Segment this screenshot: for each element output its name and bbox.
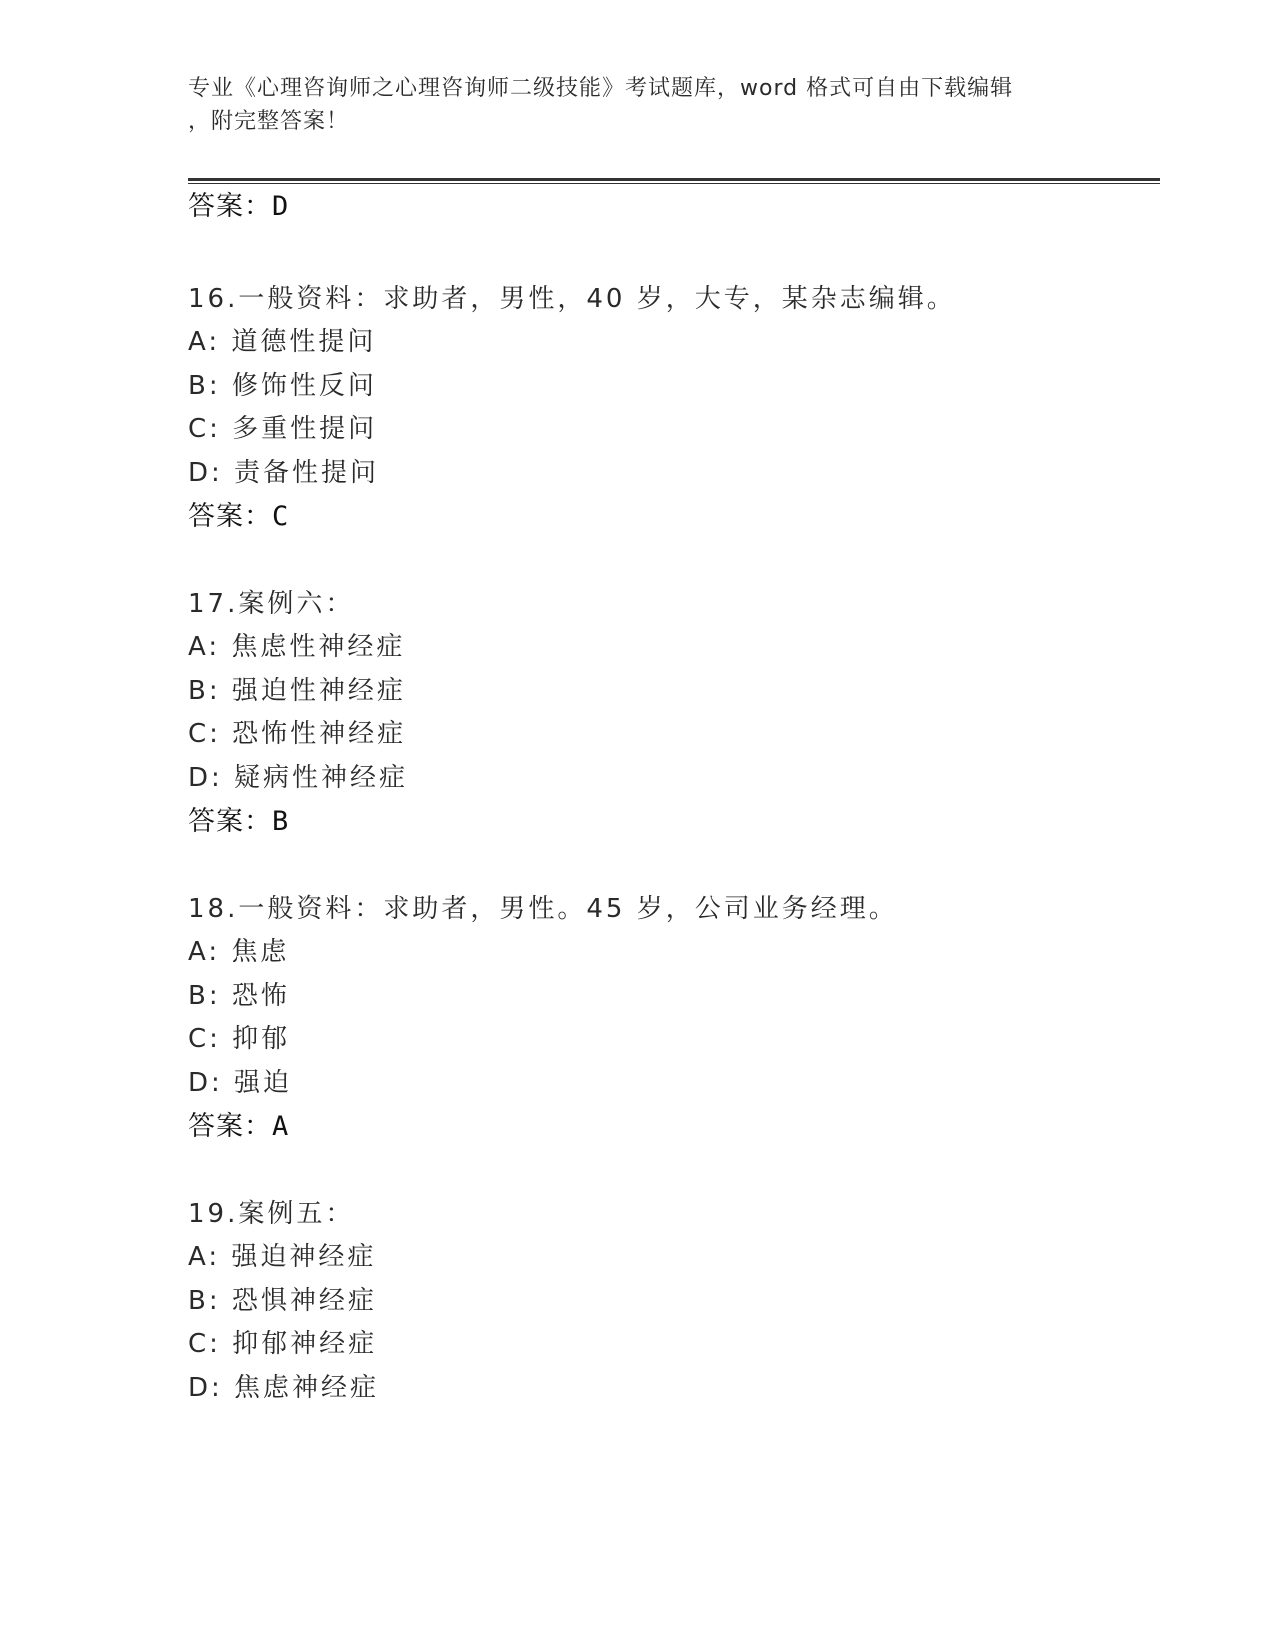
question-option: A: 焦虑性神经症 bbox=[188, 632, 406, 662]
document-header bbox=[188, 72, 1088, 138]
answer-label: 答案： bbox=[188, 806, 272, 837]
question-option: D: 责备性提问 bbox=[188, 458, 380, 488]
question-option: C: 抑郁 bbox=[188, 1024, 291, 1054]
answer-line bbox=[188, 190, 289, 224]
answer-value: C bbox=[272, 501, 290, 532]
answer-value: D bbox=[272, 191, 290, 222]
answer-line bbox=[188, 500, 289, 534]
question-option: D: 焦虑神经症 bbox=[188, 1373, 380, 1403]
question-option: C: 抑郁神经症 bbox=[188, 1329, 378, 1359]
header-line-2: ，附完整答案！ bbox=[188, 109, 350, 134]
question-option: D: 疑病性神经症 bbox=[188, 763, 409, 793]
question-option: B: 恐怖 bbox=[188, 981, 290, 1011]
question-option: A: 焦虑 bbox=[188, 937, 290, 967]
question-option: B: 强迫性神经症 bbox=[188, 676, 406, 706]
header-divider-thick bbox=[188, 178, 1160, 181]
answer-line bbox=[188, 805, 289, 839]
answer-label: 答案： bbox=[188, 501, 272, 532]
question-option: B: 修饰性反问 bbox=[188, 371, 377, 401]
header-divider-thin bbox=[188, 183, 1160, 184]
question-stem: 17.案例六： bbox=[188, 589, 355, 619]
question-option: B: 恐惧神经症 bbox=[188, 1286, 377, 1316]
question-stem: 16.一般资料：求助者，男性，40 岁，大专，某杂志编辑。 bbox=[188, 284, 956, 314]
question-stem: 18.一般资料：求助者，男性。45 岁，公司业务经理。 bbox=[188, 894, 898, 924]
question-stem: 19.案例五： bbox=[188, 1199, 355, 1229]
answer-value: B bbox=[272, 806, 290, 837]
answer-line bbox=[188, 1110, 289, 1144]
question-option: C: 恐怖性神经症 bbox=[188, 719, 407, 749]
question-option: A: 强迫神经症 bbox=[188, 1242, 377, 1272]
answer-label: 答案： bbox=[188, 1111, 272, 1142]
question-option: D: 强迫 bbox=[188, 1068, 293, 1098]
answer-label: 答案： bbox=[188, 191, 272, 222]
header-line-1: 专业《心理咨询师之心理咨询师二级技能》考试题库，word 格式可自由下载编辑 bbox=[188, 76, 1014, 101]
answer-value: A bbox=[272, 1111, 290, 1142]
question-option: A: 道德性提问 bbox=[188, 327, 377, 357]
question-option: C: 多重性提问 bbox=[188, 414, 378, 444]
